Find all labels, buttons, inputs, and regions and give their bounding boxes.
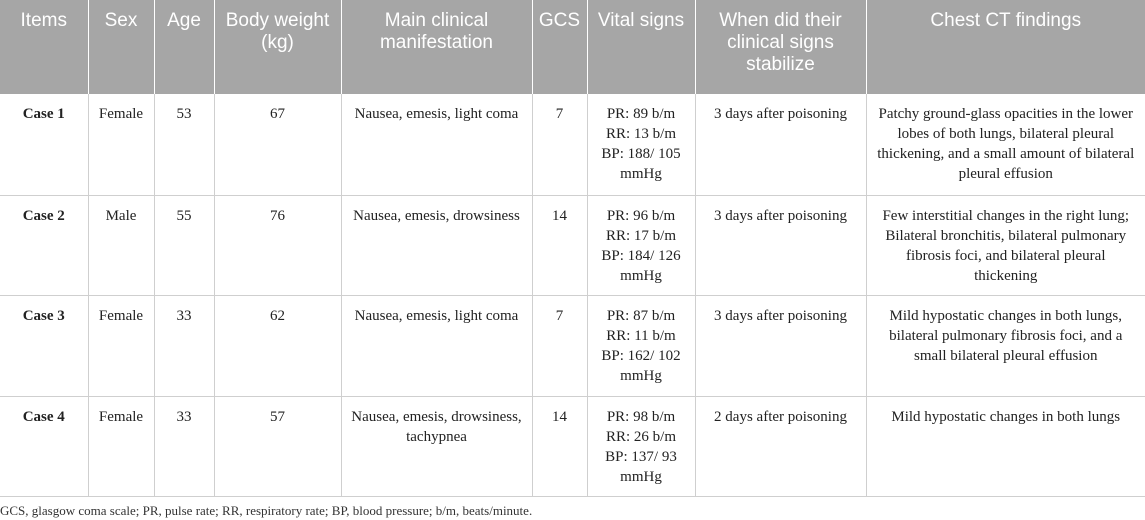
cell-gcs: 7 [532, 295, 587, 396]
cell-sex: Female [88, 94, 154, 195]
cell-weight: 57 [214, 396, 341, 496]
header-age: Age [154, 0, 214, 94]
header-sex: Sex [88, 0, 154, 94]
cell-stabilize: 2 days after poisoning [695, 396, 866, 496]
header-vital-signs: Vital signs [587, 0, 695, 94]
vital-bp: BP: 184/ 126 mmHg [601, 247, 681, 284]
cell-item: Case 4 [0, 396, 88, 496]
vital-bp: BP: 162/ 102 mmHg [601, 347, 681, 384]
cell-item: Case 2 [0, 195, 88, 295]
vital-bp: BP: 188/ 105 mmHg [601, 146, 681, 182]
header-items: Items [0, 0, 88, 94]
cell-chest-ct: Mild hypostatic changes in both lungs [866, 396, 1145, 496]
cell-weight: 76 [214, 195, 341, 295]
table-row [0, 295, 1145, 396]
header-body-weight: Body weight (kg) [214, 0, 341, 94]
vital-rr: RR: 11 b/m [606, 327, 676, 344]
vital-pr: PR: 87 b/m [606, 307, 676, 324]
vital-pr: PR: 96 b/m [606, 207, 676, 224]
header-chest-ct: Chest CT findings [866, 0, 1145, 94]
header-manifestation: Main clinical manifestation [341, 0, 532, 94]
cell-item: Case 1 [0, 94, 88, 195]
cell-stabilize: 3 days after poisoning [695, 94, 866, 195]
header-stabilize: When did their clinical signs stabilize [695, 0, 866, 94]
cell-manifestation: Nausea, emesis, light coma [341, 295, 532, 396]
cell-sex: Female [88, 295, 154, 396]
cell-stabilize: 3 days after poisoning [695, 295, 866, 396]
vital-rr: RR: 17 b/m [605, 227, 676, 244]
cell-gcs: 14 [532, 195, 587, 295]
cell-chest-ct: Few interstitial changes in the right lung; Bilateral bronchitis, bilateral pulmonary fibrosis foci, and bilateral pleural thickening [866, 195, 1145, 295]
cell-chest-ct: Patchy ground-glass opacities in the lower lobes of both lungs, bilateral pleural thickening, and a small amount of bilateral pleural effusion [866, 94, 1145, 195]
cell-age: 33 [154, 295, 214, 396]
cell-weight: 62 [214, 295, 341, 396]
cell-stabilize: 3 days after poisoning [695, 195, 866, 295]
cell-age: 33 [154, 396, 214, 496]
cell-vital-signs [587, 94, 695, 195]
cell-age: 55 [154, 195, 214, 295]
cell-vital-signs [587, 295, 695, 396]
cell-vital-signs [587, 195, 695, 295]
header-gcs: GCS [532, 0, 587, 94]
table-footnote: GCS, glasgow coma scale; PR, pulse rate; RR, respiratory rate; BP, blood pressure; b/m, beats/minute. [0, 503, 533, 518]
cell-sex: Male [88, 195, 154, 295]
cell-manifestation: Nausea, emesis, drowsiness, tachypnea [341, 396, 532, 496]
cell-sex: Female [88, 396, 154, 496]
cell-age: 53 [154, 94, 214, 195]
cell-manifestation: Nausea, emesis, light coma [341, 94, 532, 195]
table-header-row [0, 0, 1145, 94]
cell-gcs: 7 [532, 94, 587, 195]
cell-vital-signs [587, 396, 695, 496]
vital-rr: RR: 13 b/m [605, 126, 676, 142]
table-row [0, 396, 1145, 496]
vital-pr: PR: 89 b/m [606, 106, 676, 122]
table-row [0, 94, 1145, 195]
cell-weight: 67 [214, 94, 341, 195]
vital-rr: RR: 26 b/m [605, 428, 676, 445]
cell-manifestation: Nausea, emesis, drowsiness [341, 195, 532, 295]
table-row [0, 195, 1145, 295]
cell-chest-ct: Mild hypostatic changes in both lungs, bilateral pulmonary fibrosis foci, and a small bilateral pleural effusion [866, 295, 1145, 396]
vital-bp: BP: 137/ 93 mmHg [605, 448, 677, 485]
cell-item: Case 3 [0, 295, 88, 396]
cell-gcs: 14 [532, 396, 587, 496]
vital-pr: PR: 98 b/m [606, 408, 676, 425]
